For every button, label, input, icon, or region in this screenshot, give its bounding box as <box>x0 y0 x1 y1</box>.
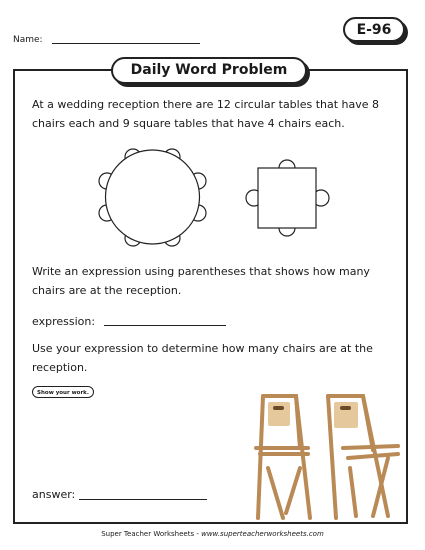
round-table-illustration <box>95 145 210 250</box>
footer-url[interactable]: www.superteacherworksheets.com <box>201 530 324 538</box>
footer-site: Super Teacher Worksheets - <box>101 530 202 538</box>
square-table-illustration <box>245 158 330 238</box>
question-answer: Use your expression to determine how many chairs are at the reception. <box>32 342 373 374</box>
square-table-icon <box>258 168 316 228</box>
name-label: Name: <box>13 35 43 45</box>
answer-field[interactable] <box>79 499 207 500</box>
folding-chairs-image <box>238 388 408 523</box>
expression-label: expression: <box>32 315 96 328</box>
problem-text: At a wedding reception there are 12 circular tables that have 8 chairs each and 9 square tables that have 4 chairs each. <box>32 98 380 130</box>
answer-label: answer: <box>32 488 76 501</box>
name-field[interactable] <box>52 43 200 44</box>
footer <box>0 530 425 538</box>
show-work-badge: Show your work. <box>32 386 94 398</box>
worksheet-code-badge: E-96 <box>343 17 405 42</box>
question-expression: Write an expression using parentheses that shows how many chairs are at the reception. <box>32 265 370 297</box>
expression-field[interactable] <box>104 325 226 326</box>
page-title: Daily Word Problem <box>111 57 307 84</box>
round-table-icon <box>106 150 200 244</box>
